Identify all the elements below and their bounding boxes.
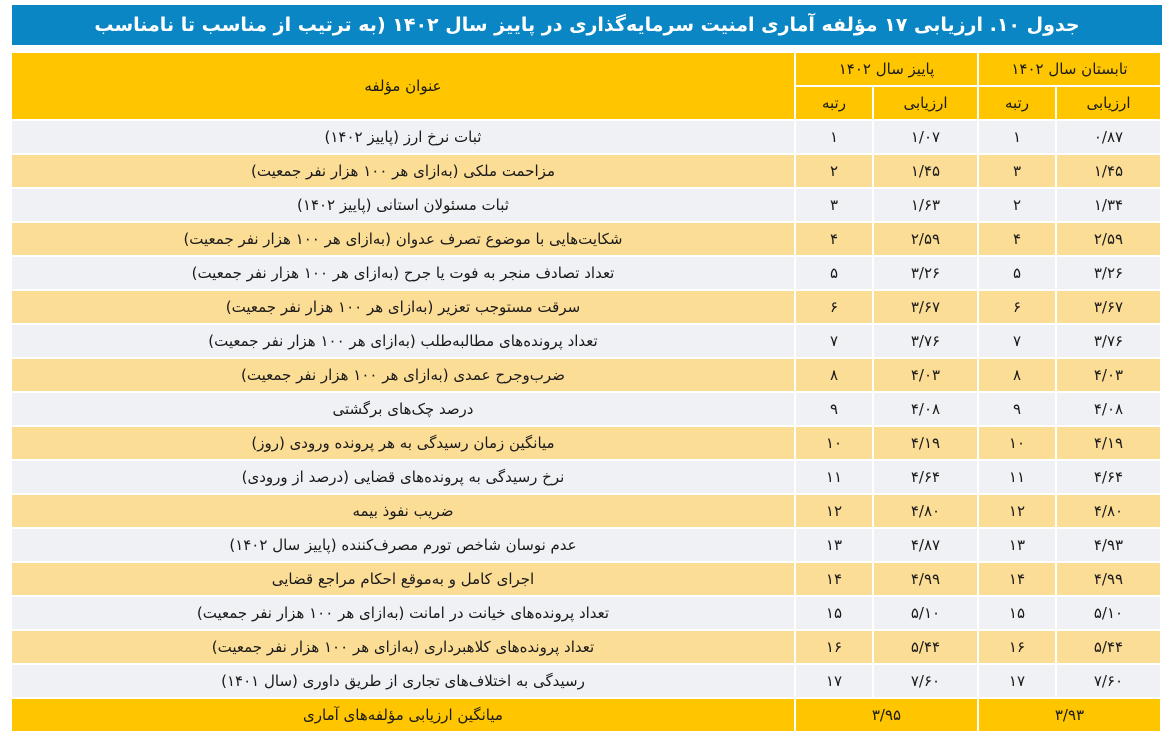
cell-summer-rank: ۱۰ [979, 427, 1055, 459]
footer-summer-average: ۳/۹۳ [979, 699, 1160, 731]
cell-summer-evaluation: ۳/۶۷ [1057, 291, 1160, 323]
table-body [12, 121, 1160, 697]
cell-summer-evaluation: ۰/۸۷ [1057, 121, 1160, 153]
cell-summer-rank: ۱۵ [979, 597, 1055, 629]
cell-autumn-rank: ۳ [796, 189, 872, 221]
cell-summer-rank: ۱ [979, 121, 1055, 153]
header-row-seasons [12, 53, 1160, 85]
cell-summer-evaluation: ۱/۳۴ [1057, 189, 1160, 221]
cell-autumn-evaluation: ۲/۵۹ [874, 223, 977, 255]
table-title: جدول ۱۰. ارزیابی ۱۷ مؤلفه آماری امنیت سرمایه‌گذاری در پاییز سال ۱۴۰۲ (به ترتیب از مناسب تا نامناسب [12, 5, 1162, 45]
cell-autumn-evaluation: ۴/۱۹ [874, 427, 977, 459]
table-row [12, 189, 1160, 221]
cell-summer-rank: ۷ [979, 325, 1055, 357]
cell-summer-rank: ۱۴ [979, 563, 1055, 595]
cell-summer-rank: ۶ [979, 291, 1055, 323]
cell-autumn-evaluation: ۴/۰۳ [874, 359, 977, 391]
cell-autumn-evaluation: ۱/۰۷ [874, 121, 977, 153]
cell-summer-evaluation: ۳/۲۶ [1057, 257, 1160, 289]
cell-autumn-evaluation: ۴/۸۷ [874, 529, 977, 561]
footer-row [12, 699, 1160, 731]
table-row [12, 665, 1160, 697]
cell-summer-evaluation: ۴/۸۰ [1057, 495, 1160, 527]
cell-autumn-evaluation: ۱/۶۳ [874, 189, 977, 221]
table-row [12, 325, 1160, 357]
header-season-summer: تابستان سال ۱۴۰۲ [979, 53, 1160, 85]
statistics-table [10, 51, 1162, 733]
footer-label: میانگین ارزیابی مؤلفه‌های آماری [12, 699, 794, 731]
cell-summer-rank: ۸ [979, 359, 1055, 391]
table-row [12, 291, 1160, 323]
cell-summer-evaluation: ۴/۱۹ [1057, 427, 1160, 459]
table-row [12, 563, 1160, 595]
cell-autumn-rank: ۱۵ [796, 597, 872, 629]
table-row [12, 359, 1160, 391]
cell-component-name: سرقت مستوجب تعزیر (به‌ازای هر ۱۰۰ هزار نفر جمعیت) [12, 291, 794, 323]
cell-autumn-rank: ۵ [796, 257, 872, 289]
cell-autumn-evaluation: ۴/۰۸ [874, 393, 977, 425]
cell-summer-rank: ۴ [979, 223, 1055, 255]
cell-autumn-evaluation: ۱/۴۵ [874, 155, 977, 187]
cell-summer-evaluation: ۷/۶۰ [1057, 665, 1160, 697]
table-row [12, 121, 1160, 153]
cell-component-name: ثبات نرخ ارز (پاییز ۱۴۰۲) [12, 121, 794, 153]
cell-autumn-evaluation: ۵/۴۴ [874, 631, 977, 663]
cell-summer-rank: ۱۳ [979, 529, 1055, 561]
table-row [12, 155, 1160, 187]
cell-summer-evaluation: ۳/۷۶ [1057, 325, 1160, 357]
cell-autumn-rank: ۱ [796, 121, 872, 153]
cell-autumn-evaluation: ۴/۶۴ [874, 461, 977, 493]
cell-component-name: تعداد پرونده‌های کلاهبرداری (به‌ازای هر ۱۰۰ هزار نفر جمعیت) [12, 631, 794, 663]
cell-autumn-evaluation: ۵/۱۰ [874, 597, 977, 629]
cell-autumn-rank: ۶ [796, 291, 872, 323]
cell-summer-evaluation: ۴/۰۸ [1057, 393, 1160, 425]
cell-autumn-rank: ۱۳ [796, 529, 872, 561]
cell-summer-evaluation: ۱/۴۵ [1057, 155, 1160, 187]
cell-autumn-evaluation: ۷/۶۰ [874, 665, 977, 697]
table-row [12, 495, 1160, 527]
header-component-title: عنوان مؤلفه [12, 53, 794, 119]
cell-autumn-rank: ۱۴ [796, 563, 872, 595]
cell-component-name: ضرب‌وجرح عمدی (به‌ازای هر ۱۰۰ هزار نفر جمعیت) [12, 359, 794, 391]
header-season-autumn: پاییز سال ۱۴۰۲ [796, 53, 977, 85]
cell-autumn-rank: ۱۱ [796, 461, 872, 493]
cell-summer-evaluation: ۴/۹۹ [1057, 563, 1160, 595]
cell-summer-evaluation: ۲/۵۹ [1057, 223, 1160, 255]
cell-autumn-evaluation: ۴/۸۰ [874, 495, 977, 527]
cell-autumn-rank: ۷ [796, 325, 872, 357]
cell-autumn-rank: ۱۲ [796, 495, 872, 527]
header-summer-evaluation: ارزیابی [1057, 87, 1160, 119]
cell-autumn-evaluation: ۳/۲۶ [874, 257, 977, 289]
cell-autumn-rank: ۱۰ [796, 427, 872, 459]
cell-autumn-rank: ۱۶ [796, 631, 872, 663]
cell-autumn-rank: ۴ [796, 223, 872, 255]
cell-component-name: درصد چک‌های برگشتی [12, 393, 794, 425]
cell-summer-rank: ۳ [979, 155, 1055, 187]
cell-autumn-evaluation: ۴/۹۹ [874, 563, 977, 595]
cell-component-name: عدم نوسان شاخص تورم مصرف‌کننده (پاییز سال ۱۴۰۲) [12, 529, 794, 561]
cell-summer-evaluation: ۴/۰۳ [1057, 359, 1160, 391]
table-row [12, 529, 1160, 561]
cell-summer-rank: ۵ [979, 257, 1055, 289]
cell-component-name: اجرای کامل و به‌موقع احکام مراجع قضایی [12, 563, 794, 595]
cell-autumn-rank: ۹ [796, 393, 872, 425]
table-row [12, 223, 1160, 255]
header-summer-rank: رتبه [979, 87, 1055, 119]
cell-summer-evaluation: ۵/۱۰ [1057, 597, 1160, 629]
cell-summer-evaluation: ۴/۶۴ [1057, 461, 1160, 493]
table-row [12, 393, 1160, 425]
cell-component-name: تعداد پرونده‌های خیانت در امانت (به‌ازای هر ۱۰۰ هزار نفر جمعیت) [12, 597, 794, 629]
table-row [12, 427, 1160, 459]
cell-summer-evaluation: ۵/۴۴ [1057, 631, 1160, 663]
cell-autumn-evaluation: ۳/۶۷ [874, 291, 977, 323]
cell-component-name: ثبات مسئولان استانی (پاییز ۱۴۰۲) [12, 189, 794, 221]
cell-component-name: شکایت‌هایی با موضوع تصرف عدوان (به‌ازای هر ۱۰۰ هزار نفر جمعیت) [12, 223, 794, 255]
cell-component-name: میانگین زمان رسیدگی به هر پرونده ورودی (روز) [12, 427, 794, 459]
cell-component-name: رسیدگی به اختلاف‌های تجاری از طریق داوری (سال ۱۴۰۱) [12, 665, 794, 697]
table-foot [12, 699, 1160, 731]
header-autumn-evaluation: ارزیابی [874, 87, 977, 119]
cell-component-name: ضریب نفوذ بیمه [12, 495, 794, 527]
table-row [12, 461, 1160, 493]
cell-summer-rank: ۱۷ [979, 665, 1055, 697]
cell-autumn-rank: ۱۷ [796, 665, 872, 697]
cell-component-name: مزاحمت ملکی (به‌ازای هر ۱۰۰ هزار نفر جمعیت) [12, 155, 794, 187]
cell-autumn-rank: ۸ [796, 359, 872, 391]
cell-summer-rank: ۹ [979, 393, 1055, 425]
cell-autumn-rank: ۲ [796, 155, 872, 187]
footer-autumn-average: ۳/۹۵ [796, 699, 977, 731]
cell-summer-evaluation: ۴/۹۳ [1057, 529, 1160, 561]
cell-summer-rank: ۲ [979, 189, 1055, 221]
cell-autumn-evaluation: ۳/۷۶ [874, 325, 977, 357]
cell-summer-rank: ۱۲ [979, 495, 1055, 527]
table-row [12, 597, 1160, 629]
cell-summer-rank: ۱۱ [979, 461, 1055, 493]
table-head [12, 53, 1160, 119]
header-autumn-rank: رتبه [796, 87, 872, 119]
table-row [12, 257, 1160, 289]
cell-component-name: تعداد تصادف منجر به فوت یا جرح (به‌ازای هر ۱۰۰ هزار نفر جمعیت) [12, 257, 794, 289]
cell-component-name: نرخ رسیدگی به پرونده‌های قضایی (درصد از ورودی) [12, 461, 794, 493]
cell-summer-rank: ۱۶ [979, 631, 1055, 663]
cell-component-name: تعداد پرونده‌های مطالبه‌طلب (به‌ازای هر ۱۰۰ هزار نفر جمعیت) [12, 325, 794, 357]
table-row [12, 631, 1160, 663]
